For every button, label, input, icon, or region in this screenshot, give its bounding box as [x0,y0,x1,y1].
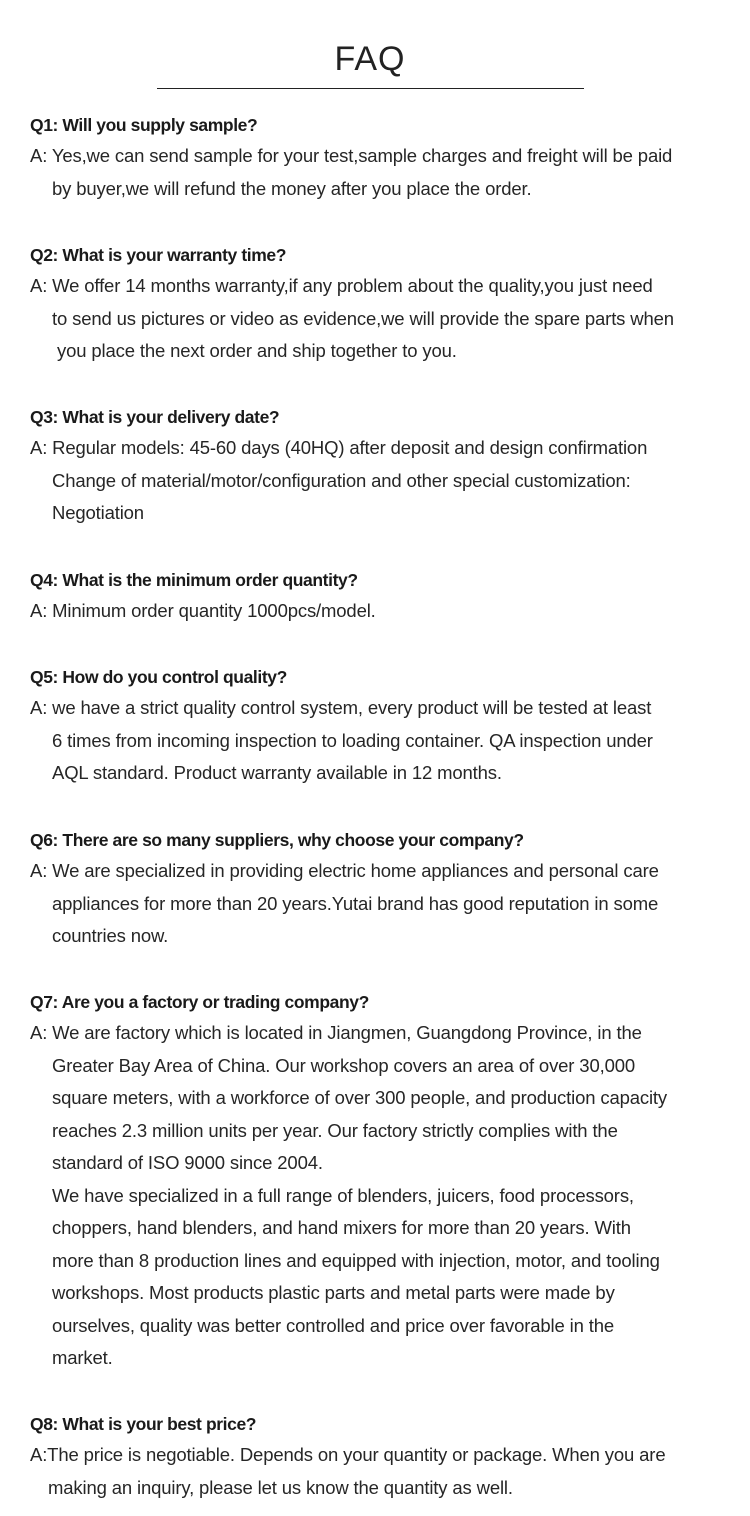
faq-answer-line: to send us pictures or video as evidence,we will provide the spare parts when [52,307,674,329]
faq-answer-line: Negotiation [52,502,144,523]
faq-answer-line: standard of ISO 9000 since 2004. [52,1152,323,1173]
faq-question: Q4: What is the minimum order quantity? [30,570,358,590]
faq-question: Q6: There are so many suppliers, why choose your company? [30,830,524,850]
faq-answer-line: A: We are specialized in providing electric home appliances and personal care [30,860,659,881]
title-underline [157,88,584,89]
faq-answer-line: ourselves, quality was better controlled and price over favorable in the [52,1314,614,1336]
faq-item-5 [30,662,730,790]
faq-answer-line: A: We are factory which is located in Jiangmen, Guangdong Province, in the [30,1022,642,1043]
faq-question: Q8: What is your best price? [30,1414,257,1434]
faq-answer-line: you place the next order and ship together to you. [57,340,457,361]
faq-question: Q5: How do you control quality? [30,667,287,687]
faq-answer-line: square meters, with a workforce of over 300 people, and production capacity [52,1087,668,1108]
faq-item-3 [30,402,730,530]
faq-answer-line: making an inquiry, please let us know the quantity as well. [48,1476,513,1498]
faq-item-4 [30,565,730,628]
faq-answer-line: A:The price is negotiable. Depends on your quantity or package. When you are [30,1444,666,1465]
faq-answer-line: A: we have a strict quality control system, every product will be tested at least [30,697,652,718]
faq-answer-line: reaches 2.3 million units per year. Our factory strictly complies with the [52,1119,618,1141]
faq-answer-line: 6 times from incoming inspection to loading container. QA inspection under [52,729,653,751]
faq-answer-line: countries now. [52,925,169,946]
faq-answer-line: choppers, hand blenders, and hand mixers for more than 20 years. With [52,1217,631,1238]
faq-question: Q3: What is your delivery date? [30,407,280,427]
faq-answer-line: appliances for more than 20 years.Yutai brand has good reputation in some [52,892,659,914]
faq-answer-line: A: Yes,we can send sample for your test,sample charges and freight will be paid [30,145,673,166]
faq-answer-line: by buyer,we will refund the money after you place the order. [52,177,532,199]
faq-item-6 [30,825,730,953]
faq-answer-line: Change of material/motor/configuration and other special customization: [52,469,631,491]
faq-question: Q7: Are you a factory or trading company? [30,992,369,1012]
faq-answer-line: workshops. Most products plastic parts and metal parts were made by [52,1282,615,1303]
page-title: FAQ [334,40,406,78]
faq-answer-line: A: Minimum order quantity 1000pcs/model. [30,600,376,621]
faq-question: Q2: What is your warranty time? [30,245,286,265]
faq-answer-line: A: We offer 14 months warranty,if any problem about the quality,you just need [30,275,653,296]
faq-answer-line: more than 8 production lines and equipped with injection, motor, and tooling [52,1249,660,1271]
faq-item-2 [30,240,730,368]
faq-answer-line: A: Regular models: 45-60 days (40HQ) after deposit and design confirmation [30,437,648,458]
faq-answer-line: AQL standard. Product warranty available in 12 months. [52,762,502,783]
faq-answer-line: Greater Bay Area of China. Our workshop covers an area of over 30,000 [52,1054,635,1076]
faq-answer-line: We have specialized in a full range of blenders, juicers, food processors, [52,1184,634,1206]
faq-question: Q1: Will you supply sample? [30,115,258,135]
faq-item-1 [30,110,730,205]
faq-item-7 [30,987,730,1375]
faq-item-8 [30,1409,730,1504]
faq-answer-line: market. [52,1347,113,1368]
